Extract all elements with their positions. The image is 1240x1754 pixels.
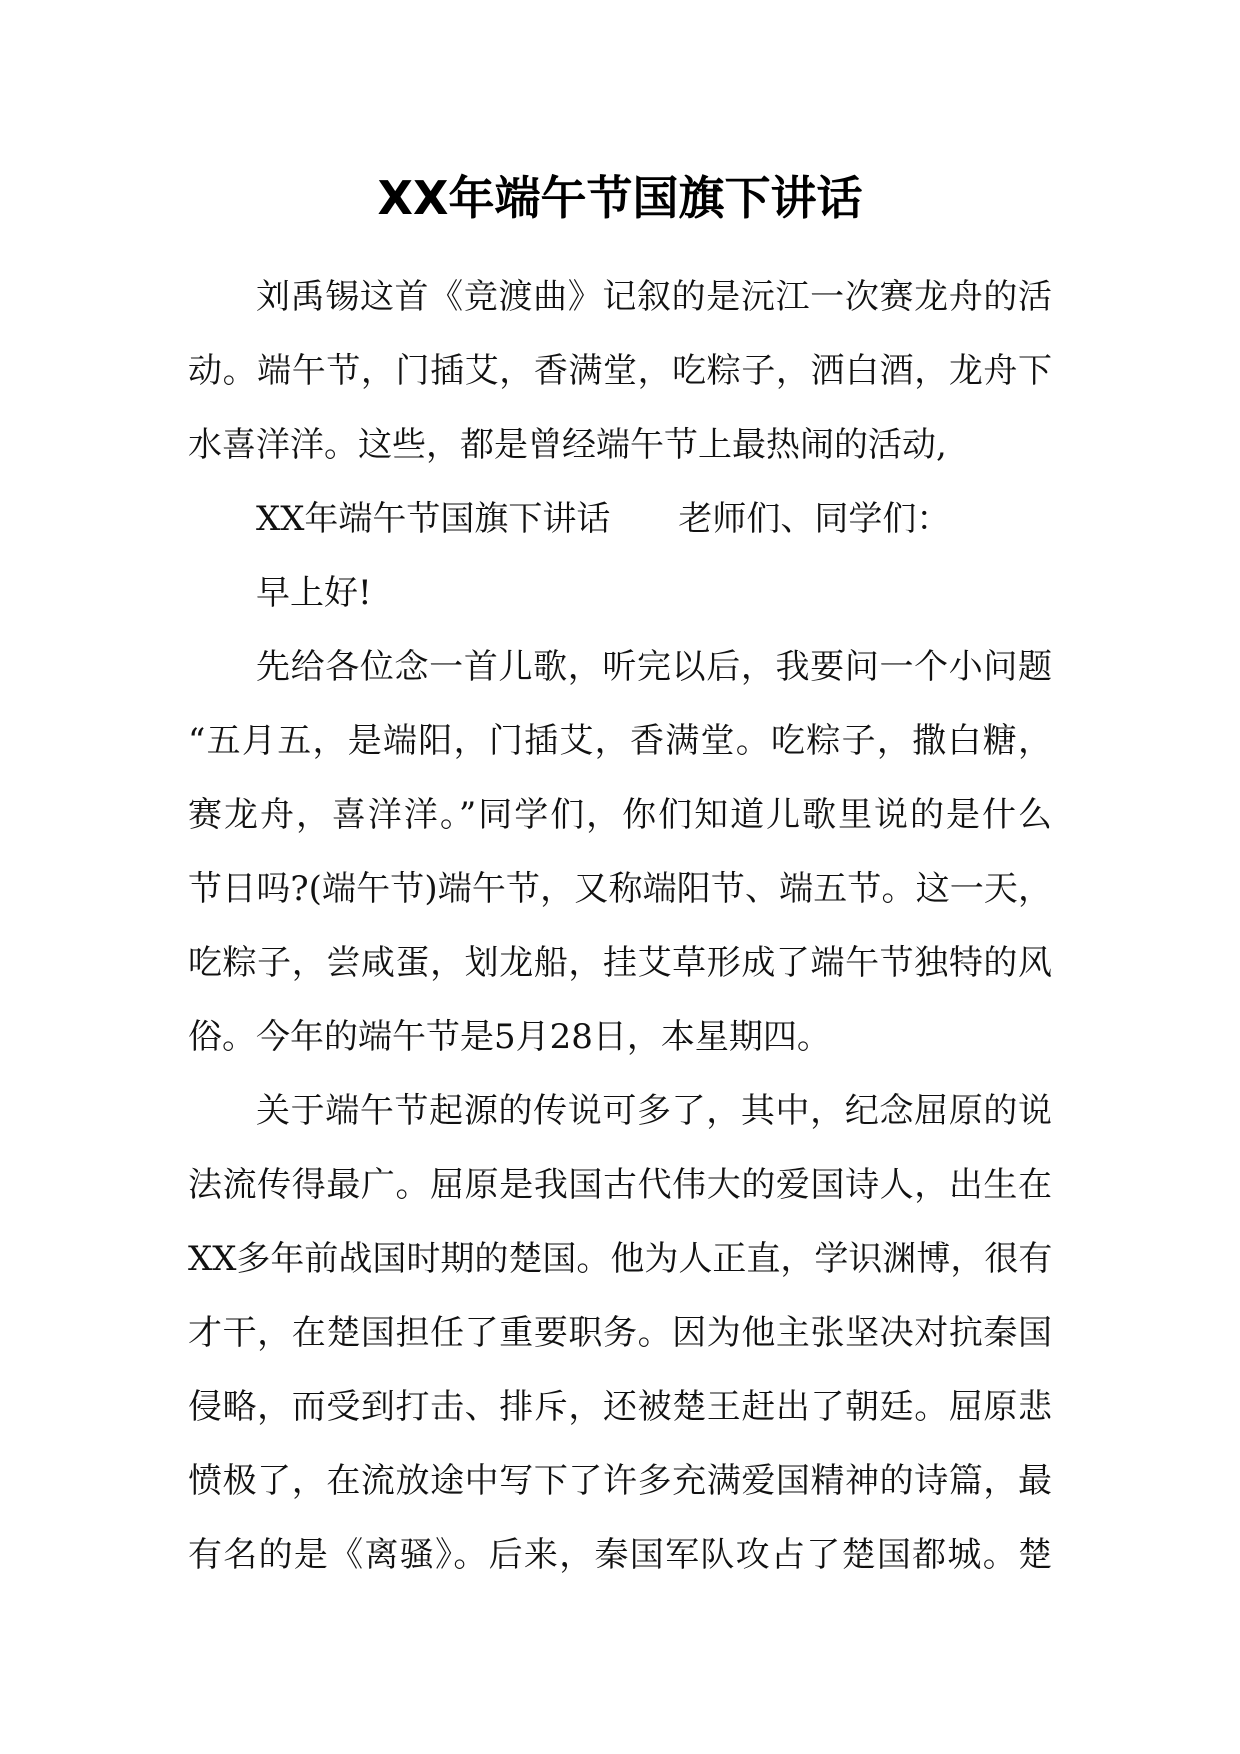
paragraph-line: 侵略，而受到打击、排斥，还被楚王赶出了朝廷。屈原悲	[188, 1387, 1052, 1427]
paragraph-line: 动。端午节，门插艾，香满堂，吃粽子，洒白酒，龙舟下	[188, 351, 1052, 391]
paragraph-line: 早上好!	[256, 573, 372, 613]
paragraph-line: 吃粽子，尝咸蛋，划龙船，挂艾草形成了端午节独特的风	[188, 943, 1052, 983]
paragraph-line: 才干，在楚国担任了重要职务。因为他主张坚决对抗秦国	[188, 1313, 1052, 1353]
paragraph-line: 有名的是《离骚》。后来，秦国军队攻占了楚国都城。楚	[188, 1535, 1052, 1575]
paragraph-line: 愤极了，在流放途中写下了许多充满爱国精神的诗篇，最	[188, 1461, 1052, 1501]
paragraph-line: 关于端午节起源的传说可多了，其中，纪念屈原的说	[256, 1091, 1052, 1131]
paragraph-line: 法流传得最广。屈原是我国古代伟大的爱国诗人，出生在	[188, 1165, 1052, 1205]
paragraph-line: 赛龙舟，喜洋洋。”同学们，你们知道儿歌里说的是什么	[188, 795, 1052, 835]
paragraph-line: XX多年前战国时期的楚国。他为人正直，学识渊博，很有	[188, 1239, 1053, 1279]
paragraph-line: 先给各位念一首儿歌，听完以后，我要问一个小问题	[256, 647, 1052, 687]
paragraph-line: XX年端午节国旗下讲话 老师们、同学们：	[256, 499, 951, 539]
paragraph-line: 水喜洋洋。这些，都是曾经端午节上最热闹的活动,	[188, 425, 947, 465]
document-body	[188, 260, 1052, 1592]
paragraph-line: “五月五，是端阳，门插艾，香满堂。吃粽子，撒白糖，	[188, 721, 1052, 761]
paragraph-line: 俗。今年的端午节是5月28日，本星期四。	[188, 1017, 831, 1057]
paragraph-line: 刘禹锡这首《竞渡曲》记叙的是沅江一次赛龙舟的活	[256, 277, 1052, 317]
paragraph-line: 节日吗?(端午节)端午节，又称端阳节、端五节。这一天，	[188, 869, 1052, 909]
document-title: XX年端午节国旗下讲话	[377, 171, 863, 225]
